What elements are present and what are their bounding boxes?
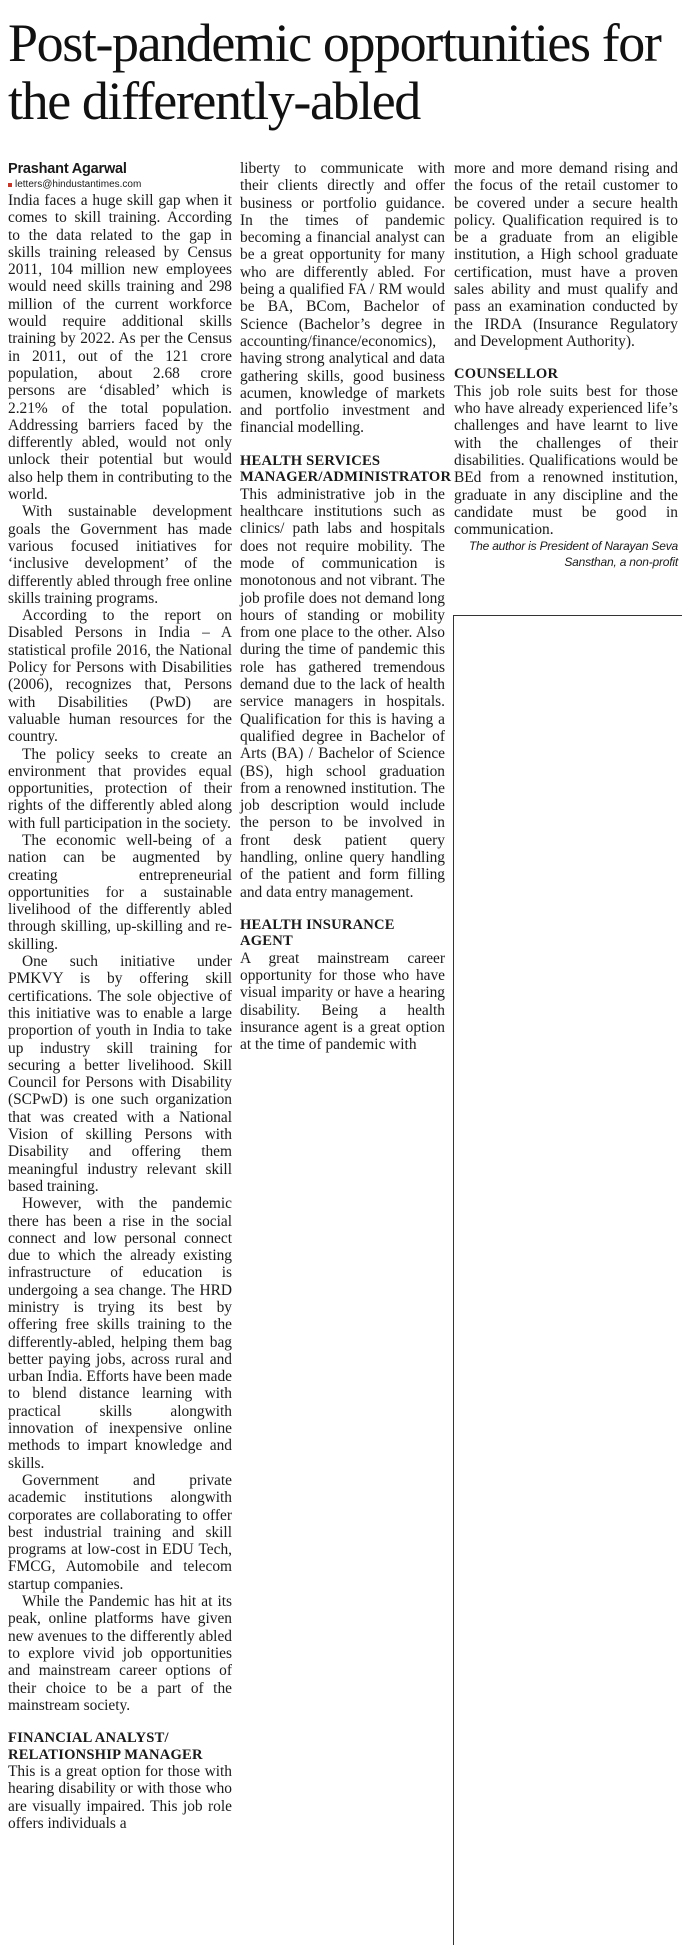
- paragraph: A great mainstream career opportunity for those who have visual imparity or have a hearing disability. Being a health insurance agent is a great option at the time of pandemic with: [240, 949, 445, 1054]
- section-heading-health-insurance-agent: HEALTH INSURANCE AGENT: [240, 916, 395, 950]
- paragraph: India faces a huge skill gap when it comes to skill training. According to the data related to the gap in skills training released by Census 2011, 104 million new employees would need skills training and 298 million of the current workforce would require additional skills training by 2022. As per the Census in 2011, out of the 121 crore population, about 2.68 crore persons are ‘disabled’ which is 2.21% of the total population. Addressing barriers faced by the differently abled, would not only unlock their potential but would also help them in contributing to the world.: [8, 192, 232, 504]
- paragraph: This is a great option for those with hearing disability or with those who are visually impaired. This job role offers individuals a: [8, 1763, 232, 1833]
- headline: Post-pandemic opportunities for the differently-abled: [8, 13, 661, 131]
- column-1: [8, 160, 232, 1832]
- author-email[interactable]: letters@hindustantimes.com: [15, 179, 142, 190]
- section-heading-financial-analyst: FINANCIAL ANALYST/ RELATIONSHIP MANAGER: [8, 1730, 203, 1763]
- section-heading-counsellor: COUNSELLOR: [454, 366, 559, 383]
- paragraph: Government and private academic institutions alongwith corporates are collaborating to offer best industrial training and skill programs at low-cost in EDU Tech, FMCG, Automobile and telecom startup companies.: [8, 1471, 232, 1593]
- column-3: [454, 160, 678, 570]
- paragraph: While the Pandemic has hit at its peak, online platforms have given new avenues to the differently abled to explore vivid job opportunities and mainstream career options of their choice to be a part of the mainstream society.: [8, 1593, 232, 1714]
- paragraph: According to the report on Disabled Persons in India – A statistical profile 2016, the National Policy for Persons with Disabilities (2006), recognizes that, Persons with Disabilities (PwD) are valuable human resources for the country.: [8, 607, 232, 746]
- paragraph: The economic well-being of a nation can be augmented by creating entrepreneurial opportunities for a sustainable livelihood of the differently abled through skilling, up-skilling and re-skilling.: [8, 831, 232, 953]
- paragraph: liberty to communicate with their clients directly and offer business or portfolio guidance. In the times of pandemic becoming a financial analyst can be a great opportunity for many who are differently abled. For being a qualified FA / RM would be BA, BCom, Bachelor of Science (Bachelor’s degree in accounting/finance/economics), having strong analytical and data gathering skills, good business acumen, knowledge of markets and portfolio investment and financial modelling.: [240, 160, 445, 437]
- paragraph: One such initiative under PMKVY is by offering skill certifications. The sole objective of this initiative was to enable a large proportion of youth in India to take up industry skill training for securing a better livelihood. Skill Council for Persons with Disability (SCPwD) is one such organization that was created with a National Vision of skilling Persons with Disability and offering them meaningful industry relevant skill based training.: [8, 953, 232, 1195]
- column-2: [240, 160, 452, 1054]
- paragraph: more and more demand rising and the focus of the retail customer to be covered under a secure health policy. Qualification required is to be a graduate from an eligible institution, a High school graduate certification, must have a proven sales ability and must qualify and pass an examination conducted by the IRDA (Insurance Regulatory and Development Authority).: [454, 160, 678, 350]
- paragraph: This job role suits best for those who have already experienced life’s challenges and have learnt to live with the challenges of their disabilities. Qualifications would be BEd from a renowned institution, graduate in any discipline and the candidate must be good in communication.: [454, 382, 678, 539]
- column-divider-vertical: [453, 615, 454, 1945]
- bullet-square-icon: [8, 183, 12, 187]
- column-divider-horizontal: [453, 615, 682, 616]
- author-name: Prashant Agarwal: [8, 161, 127, 177]
- author-note: The author is President of Narayan Seva Sansthan, a non-profit: [469, 539, 678, 570]
- section-heading-health-services-manager: HEALTH SERVICES MANAGER/ADMINISTRATOR: [240, 452, 452, 486]
- paragraph: The policy seeks to create an environment that provides equal opportunities, protection of their rights of the differently abled along with full participation in the society.: [8, 745, 232, 832]
- author-email-line: [8, 178, 232, 192]
- paragraph: This administrative job in the healthcare institutions such as clinics/ path labs and hospitals does not require mobility. The mode of communication is monotonous and not vibrant. The job profile does not demand long hours of standing or mobility from one place to the other. Also during the time of pandemic this role has gathered tremendous demand due to the lack of health service managers in hospitals. Qualification for this is having a qualified degree in Bachelor of Arts (BA) / Bachelor of Science (BS), high school graduation from a renowned institution. The job description would include the person to be involved in front desk patient query handling, online query handling of the patient and form filling and data entry management.: [240, 485, 445, 901]
- paragraph: However, with the pandemic there has been a rise in the social connect and low personal connect due to which the already existing infrastructure of education is undergoing a sea change. The HRD ministry is trying its best by offering free skills training to the differently-abled, helping them bag better paying jobs, across rural and urban India. Efforts have been made to blend distance learning with practical skills alongwith innovation of inexpensive online methods to impart knowledge and skills.: [8, 1195, 232, 1472]
- paragraph: With sustainable development goals the Government has made various focused initiatives for ‘inclusive development’ of the differently abled through free online skills training programs.: [8, 503, 232, 607]
